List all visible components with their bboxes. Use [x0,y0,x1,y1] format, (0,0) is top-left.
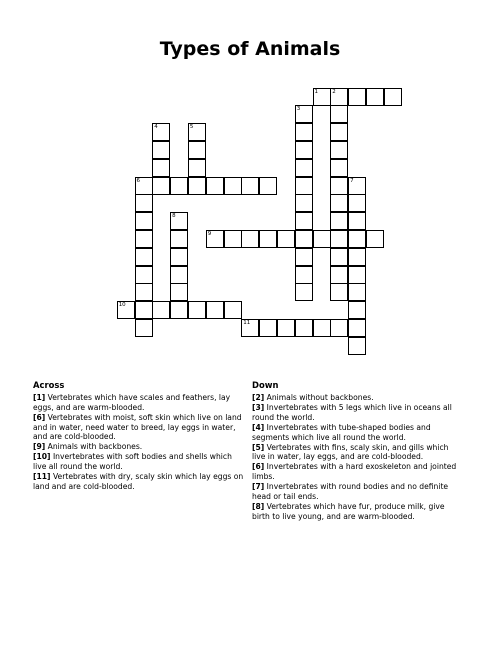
clue-number: [4] [252,422,265,432]
clue-down [252,423,464,442]
grid-cell[interactable] [348,283,366,301]
grid-cell[interactable] [152,177,170,195]
across-clues [33,380,245,492]
grid-cell[interactable] [295,123,313,141]
grid-cell[interactable] [152,301,170,319]
grid-cell[interactable] [330,177,348,195]
grid-cell[interactable] [313,319,331,337]
clue-number: [11] [33,472,51,482]
clue-down [252,393,464,403]
grid-cell[interactable] [295,159,313,177]
clue-text: Animals without backbones. [266,393,374,402]
clue-text: Invertebrates with a hard exoskeleton and jointed limbs. [252,462,457,482]
grid-cell[interactable] [348,266,366,284]
grid-cell[interactable] [135,212,153,230]
grid-cell[interactable] [259,177,277,195]
grid-cell[interactable] [170,301,188,319]
grid-cell[interactable] [348,337,366,355]
down-list [252,393,464,521]
grid-cell[interactable] [366,88,384,106]
clue-down [252,482,464,501]
grid-cell[interactable] [152,159,170,177]
clue-number-label: 8 [172,213,176,220]
grid-cell[interactable] [330,319,348,337]
clue-number-label: 11 [243,319,251,326]
clue-number-label: 1 [314,88,318,95]
clue-across [33,393,245,412]
grid-cell[interactable] [135,248,153,266]
grid-cell[interactable] [170,266,188,284]
grid-cell[interactable] [135,266,153,284]
grid-cell[interactable] [206,301,224,319]
clue-number-label: 9 [207,230,212,237]
grid-cell[interactable] [313,88,331,106]
grid-cell[interactable] [295,266,313,284]
grid-cell[interactable] [259,230,277,248]
clue-text: Vertebrates which have fur, produce milk, give birth to live young, and are warm-blooded. [252,502,445,521]
across-list [33,393,245,492]
grid-cell[interactable] [135,283,153,301]
grid-cell[interactable] [313,230,331,248]
clue-text: Vertebrates with fins, scaly skin, and gills which live in water, lay eggs, and are cold-blooded. [252,442,449,462]
clue-text: Vertebrates with dry, scaly skin which lay eggs on land and are cold-blooded. [33,472,244,491]
grid-cell[interactable] [348,319,366,337]
grid-cell[interactable] [135,230,153,248]
clue-number-label: 2 [332,88,336,95]
page-title: Types of Animals [159,38,341,60]
grid-cell[interactable] [295,283,313,301]
clue-number: [5] [252,442,265,452]
clue-number-label: 7 [350,177,354,184]
down-heading: Down [252,380,279,390]
grid-cell[interactable] [277,319,295,337]
grid-cell[interactable] [295,105,313,123]
grid-cell[interactable] [277,230,295,248]
grid-cell[interactable] [188,159,206,177]
grid-cell[interactable] [170,212,188,230]
grid-cell[interactable] [135,194,153,212]
grid-cell[interactable] [152,141,170,159]
grid-cell[interactable] [224,301,242,319]
grid-cell[interactable] [295,248,313,266]
clue-across [33,472,245,491]
grid-cell[interactable] [330,141,348,159]
clue-text: Invertebrates with 5 legs which live in oceans all round the world. [252,403,452,422]
clue-number: [3] [252,403,265,413]
grid-cell[interactable] [330,212,348,230]
clue-down [252,462,464,481]
grid-cell[interactable] [330,230,348,248]
grid-cell[interactable] [330,123,348,141]
clue-across [33,442,245,452]
clue-number-label: 5 [189,124,194,131]
clue-number-label: 10 [118,302,126,309]
grid-cell[interactable] [241,230,259,248]
grid-cell[interactable] [259,319,277,337]
grid-cell[interactable] [170,230,188,248]
clue-text: Animals with backbones. [47,442,143,452]
grid-cell[interactable] [117,301,135,319]
grid-cell[interactable] [135,319,153,337]
grid-cell[interactable] [330,88,348,106]
clue-number: [10] [33,452,51,462]
grid-cell[interactable] [152,123,170,141]
grid-cell[interactable] [295,177,313,195]
grid-cell[interactable] [206,177,224,195]
clue-number: [1] [33,393,46,402]
clue-text: Invertebrates with tube-shaped bodies and segments which live all round the world. [252,422,431,442]
grid-cell[interactable] [348,230,366,248]
clue-number-label: 6 [136,177,140,184]
clue-number: [7] [252,482,265,492]
grid-cell[interactable] [188,301,206,319]
grid-cell[interactable] [170,248,188,266]
clue-text: Invertebrates with soft bodies and shells which live all round the world. [33,452,232,472]
grid-cell[interactable] [188,177,206,195]
grid-cell[interactable] [188,141,206,159]
grid-cell[interactable] [348,88,366,106]
clue-across [33,452,245,471]
across-heading: Across [33,380,65,390]
grid-cell[interactable] [330,159,348,177]
grid-cell[interactable] [330,283,348,301]
grid-cell[interactable] [295,141,313,159]
grid-cell[interactable] [224,230,242,248]
clue-number: [2] [252,393,265,402]
grid-cell[interactable] [295,194,313,212]
grid-cell[interactable] [330,266,348,284]
grid-cell[interactable] [241,177,259,195]
clue-down [252,403,464,422]
grid-cell[interactable] [135,301,153,319]
clue-number: [8] [252,502,265,512]
clue-down [252,502,464,521]
grid-cell[interactable] [295,319,313,337]
clue-number: [6] [252,462,265,472]
down-clues [252,380,464,522]
clue-across [33,413,245,442]
grid-cell[interactable] [366,230,384,248]
grid-cell[interactable] [348,301,366,319]
grid-cell[interactable] [241,319,259,337]
grid-cell[interactable] [384,88,402,106]
grid-cell[interactable] [295,230,313,248]
clue-down [252,443,464,462]
grid-cell[interactable] [224,177,242,195]
grid-cell[interactable] [170,283,188,301]
grid-cell[interactable] [348,212,366,230]
grid-cell[interactable] [206,230,224,248]
grid-cell[interactable] [348,248,366,266]
clue-number-label: 4 [154,124,158,131]
grid-cell[interactable] [170,177,188,195]
clue-number-label: 3 [296,106,301,113]
clue-text: Invertebrates with round bodies and no definite head or tail ends. [252,482,449,501]
clue-number: [6] [33,412,46,422]
grid-cell[interactable] [135,177,153,195]
grid-cell[interactable] [330,105,348,123]
clue-number: [9] [33,442,46,452]
grid-cell[interactable] [330,194,348,212]
grid-cell[interactable] [188,123,206,141]
clue-text: Vertebrates with moist, soft skin which live on land and in water, need water to breed, lay eggs in water, and are cold-blooded. [33,412,242,442]
grid-cell[interactable] [330,248,348,266]
grid-cell[interactable] [348,177,366,195]
clue-text: Vertebrates which have scales and feathers, lay eggs, and are warm-blooded. [33,393,231,412]
grid-cell[interactable] [348,194,366,212]
grid-cell[interactable] [295,212,313,230]
